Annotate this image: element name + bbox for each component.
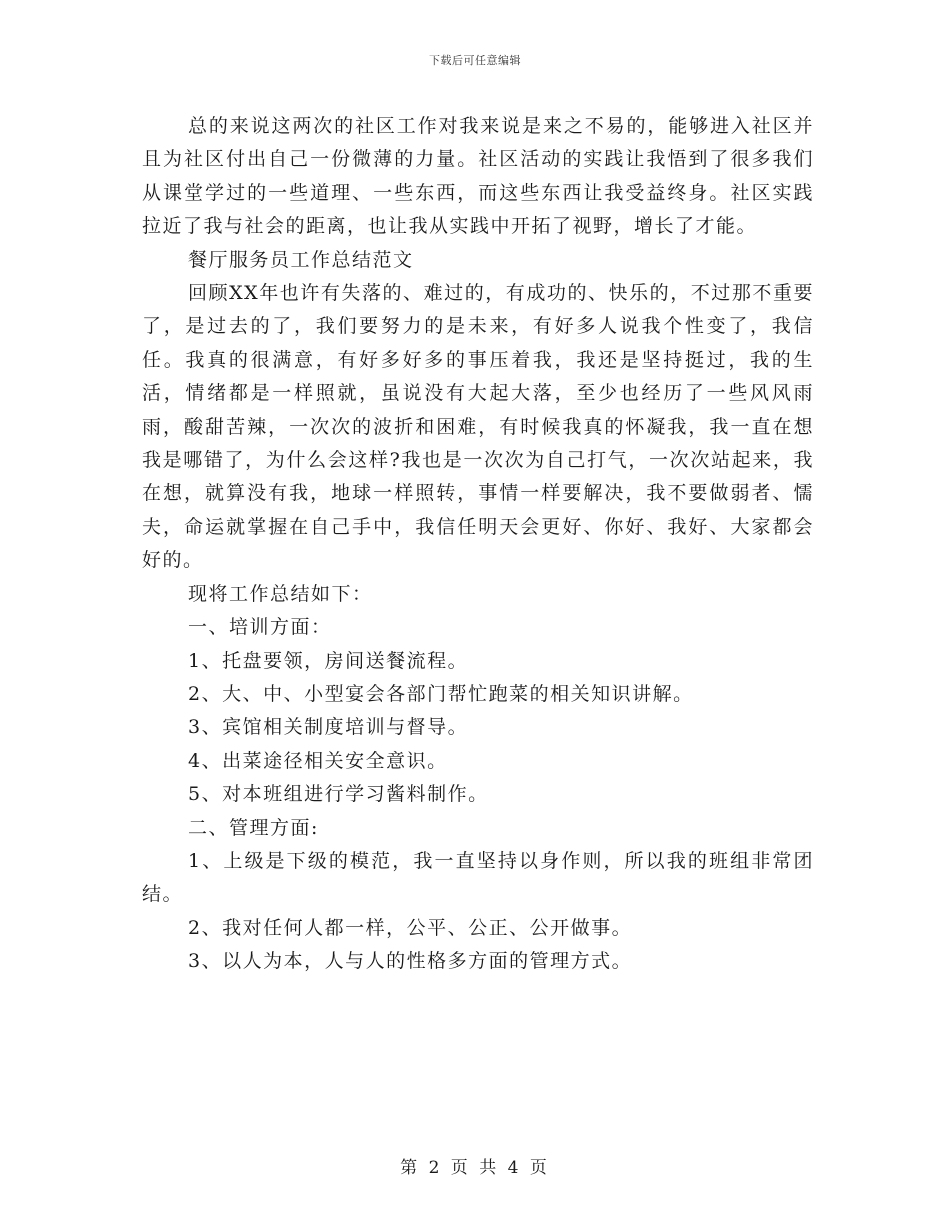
list-item: 3、宾馆相关制度培训与督导。 [188, 716, 469, 739]
section-title: 餐厅服务员工作总结范文 [188, 248, 414, 271]
heading-management: 二、管理方面: [188, 816, 319, 839]
paragraph-community-summary: 总的来说这两次的社区工作对我来说是来之不易的，能够进入社区并且为社区付出自己一份微薄的力量。社区活动的实践让我悟到了很多我们从课堂学过的一些道理、一些东西，而这些东西让我受益终身。社区实践拉近了我与社会的距离，也让我从实践中开拓了视野，增长了才能。 [142, 115, 814, 238]
list-item: 4、出菜途径相关安全意识。 [188, 749, 448, 772]
paragraph-year-review: 回顾XX年也许有失落的、难过的，有成功的、快乐的，不过那不重要了，是过去的了，我们要努力的是未来，有好多人说我个性变了，我信任。我真的很满意，有好多好多的事压着我，我还是坚持挺过，我的生活，情绪都是一样照就，虽说没有大起大落，至少也经历了一些风风雨雨，酸甜苦辣，一次次的波折和困难，有时候我真的怀凝我，我一直在想我是哪错了，为什么会这样?我也是一次次为自己打气，一次次站起来，我在想，就算没有我，地球一样照转，事情一样要解决，我不要做弱者、懦夫，命运就掌握在自己手中，我信任明天会更好、你好、我好、大家都会好的。 [142, 282, 814, 572]
list-item: 5、对本班组进行学习酱料制作。 [188, 783, 489, 806]
paragraph-summary-intro: 现将工作总结如下： [188, 582, 373, 605]
page-header: 下载后可任意编辑 [429, 54, 521, 67]
page-number-footer: 第 2 页 共 4 页 [400, 1158, 550, 1178]
list-item: 2、大、中、小型宴会各部门帮忙跑菜的相关知识讲解。 [188, 682, 694, 705]
list-item: 3、以人为本，人与人的性格多方面的管理方式。 [188, 950, 633, 973]
list-item: 2、我对任何人都一样，公平、公正、公开做事。 [188, 916, 633, 939]
document-body [142, 110, 814, 979]
list-item: 1、上级是下级的模范，我一直坚持以身作则，所以我的班组非常团结。 [142, 849, 814, 906]
heading-training: 一、培训方面： [188, 616, 332, 639]
list-item: 1、托盘要领，房间送餐流程。 [188, 649, 469, 672]
